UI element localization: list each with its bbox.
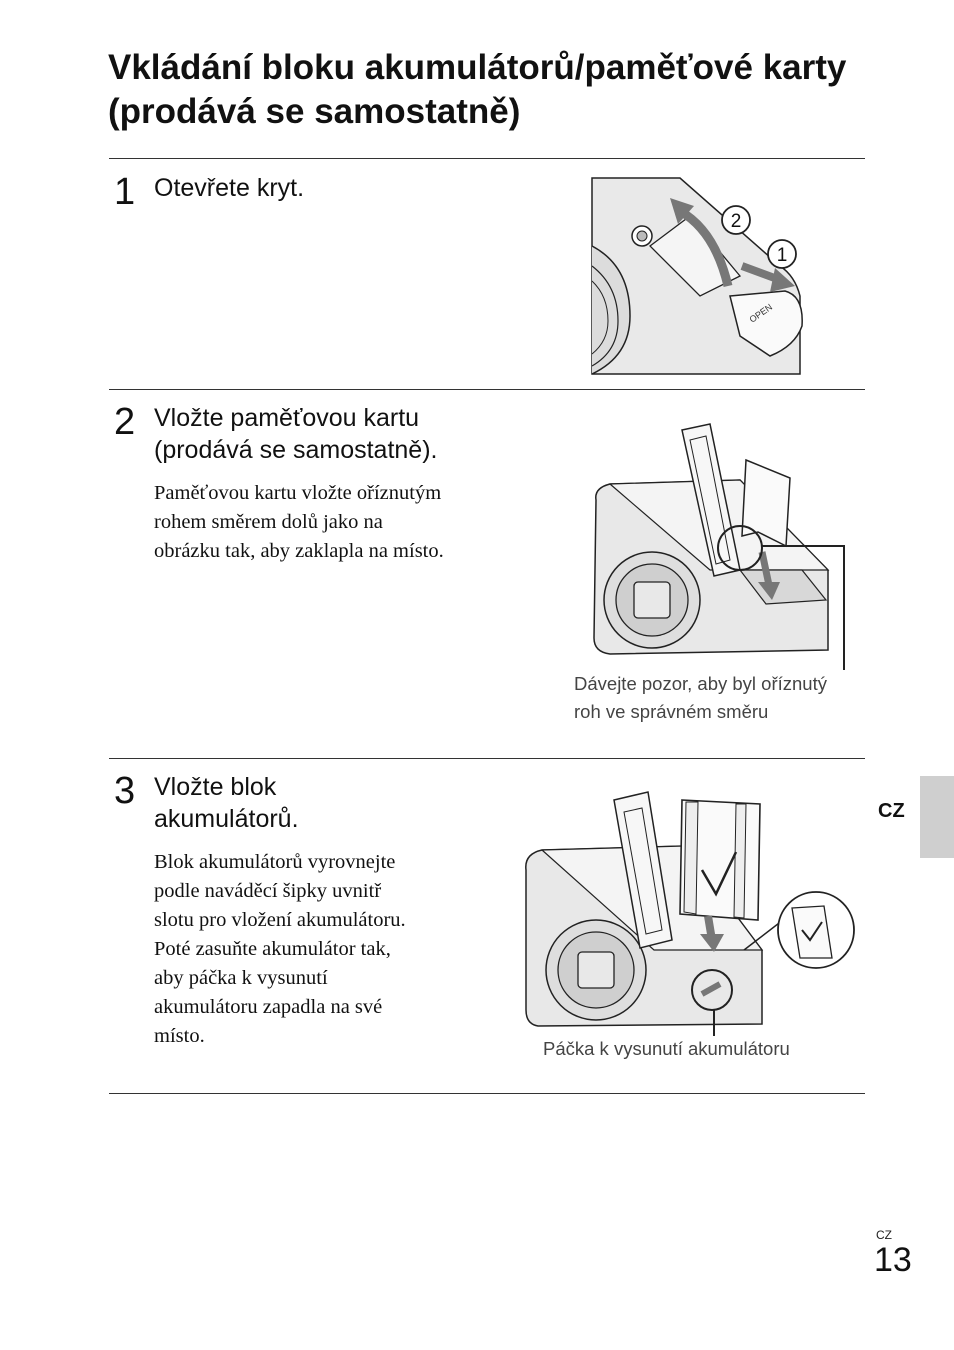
section-divider (109, 1093, 865, 1094)
svg-text:2: 2 (730, 211, 742, 232)
step-1-number: 1 (114, 171, 136, 213)
section-divider (109, 389, 865, 390)
section-divider (109, 158, 865, 159)
step-2-heading: Vložte paměťovou kartu (prodává se samostatně). (154, 404, 438, 464)
section-divider (109, 758, 865, 759)
language-side-tab (920, 776, 954, 858)
step-3-number: 3 (114, 770, 136, 812)
step-3-body: Blok akumulátorů vyrovnejte podle naváděcí šipky uvnitř slotu pro vložení akumulátoru. Poté zasuňte akumulátor tak, aby páčka k vysunutí akumulátoru zapadla na své místo. (154, 851, 406, 1047)
memory-card-insert-illustration (590, 420, 854, 670)
step-2-caption: Dávejte pozor, aby byl oříznutý roh ve správném směru (574, 673, 827, 722)
language-side-label: CZ (878, 800, 905, 822)
page-number: 13 (874, 1241, 912, 1279)
step-3-heading: Vložte blok akumulátorů. (154, 773, 299, 833)
camera-open-cover-illustration (590, 176, 812, 376)
step-1-heading: Otevřete kryt. (154, 174, 305, 202)
cover-open-text: OPEN (747, 301, 775, 325)
step-3-caption: Páčka k vysunutí akumulátoru (543, 1038, 790, 1059)
page-title: Vkládání bloku akumulátorů/paměťové karty (prodává se samostatně) (108, 48, 847, 131)
svg-text:1: 1 (776, 245, 788, 266)
footer-language: CZ (876, 1228, 892, 1242)
step-2-number: 2 (114, 401, 136, 443)
step-2-body: Paměťovou kartu vložte oříznutým rohem směrem dolů jako na obrázku tak, aby zaklapla na místo. (154, 482, 444, 562)
battery-insert-illustration (524, 790, 860, 1036)
